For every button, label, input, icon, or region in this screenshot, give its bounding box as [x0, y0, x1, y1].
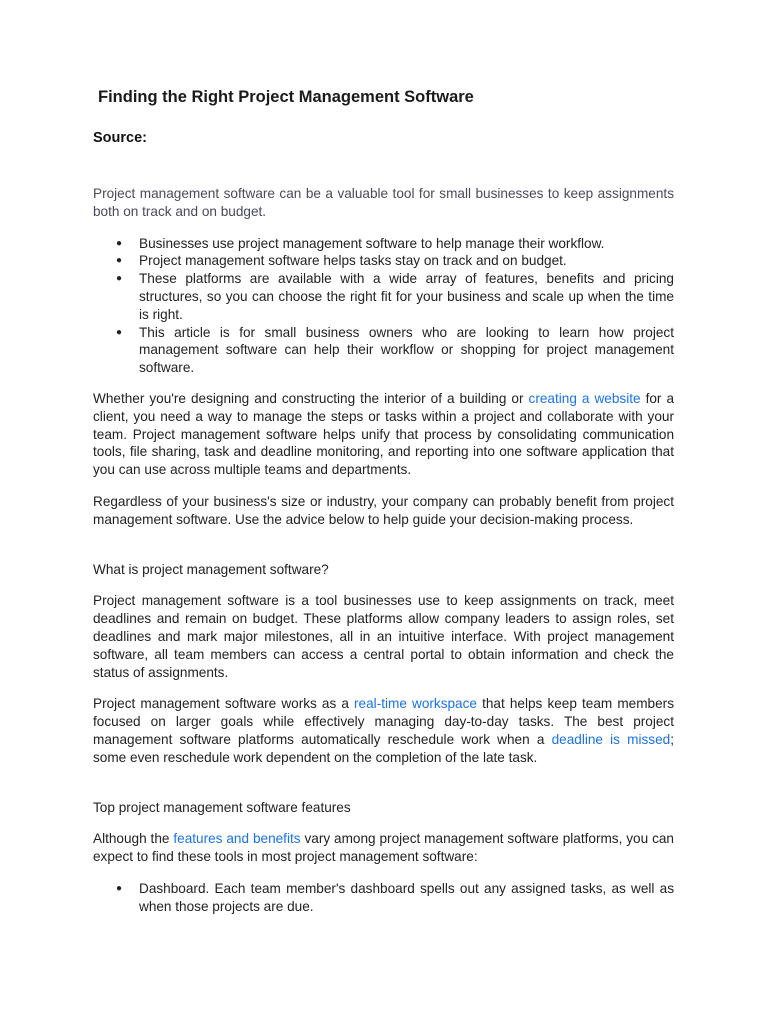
list-item: ● These platforms are available with a wide array of features, benefits and pricing structures, so you can choose the right fit for your business and scale up when the time is right.: [139, 270, 674, 323]
list-item: ● Project management software helps tasks stay on track and on budget.: [139, 252, 674, 270]
text-span: for a client, you need a way to manage the steps or tasks within a project and collaborate with your team. Project management software helps unify that process by consolidating communication tools, file sharing, task and deadline monitoring, and reporting into one software application that you can use across multiple teams and departments.: [93, 390, 675, 478]
text-span: Project management software works as a: [93, 696, 355, 712]
features-benefits-link[interactable]: features and benefits: [173, 831, 301, 847]
features-list: [93, 880, 674, 916]
key-points-list: [93, 235, 674, 377]
creating-website-link[interactable]: creating a website: [528, 390, 641, 406]
paragraph-features-intro: [93, 830, 674, 866]
list-item: ● Businesses use project management software to help manage their workflow.: [139, 235, 674, 253]
paragraph-business-size: Regardless of your business's size or industry, your company can probably benefit from project management software. Use the advice below to help guide your decision-making process.: [93, 493, 674, 527]
section-heading-what-is: What is project management software?: [93, 561, 329, 577]
text-span: Whether you're designing and constructing the interior of a building or: [93, 390, 529, 406]
document-title: Finding the Right Project Management Software: [98, 88, 474, 106]
source-label: Source:: [93, 130, 147, 146]
text-span: that helps keep team members focused on larger goals while effectively managing day-to-day tasks. The best project management software platforms automatically reschedule work when a: [93, 696, 674, 747]
section-heading-features: Top project management software features: [93, 799, 351, 815]
intro-paragraph: Project management software can be a valuable tool for small businesses to keep assignments both on track and on budget.: [93, 186, 674, 219]
text-span: Although the: [93, 831, 174, 847]
list-item: ● Dashboard. Each team member's dashboard spells out any assigned tasks, as well as when those projects are due.: [139, 880, 674, 916]
real-time-workspace-link[interactable]: real-time workspace: [354, 696, 477, 712]
list-item: ● This article is for small business owners who are looking to learn how project management software can help their workflow or shopping for project management software.: [139, 324, 674, 377]
paragraph-website: [93, 390, 674, 479]
paragraph-workspace: [93, 695, 674, 766]
text-span: ; some even reschedule work dependent on the completion of the late task.: [93, 731, 674, 765]
deadline-missed-link[interactable]: deadline is missed: [551, 731, 671, 747]
paragraph-definition: Project management software is a tool businesses use to keep assignments on track, meet deadlines and remain on budget. These platforms allow company leaders to assign roles, set deadlines and mark major milestones, all in an intuitive interface. With project management software, all team members can access a central portal to obtain information and check the status of assignments.: [93, 593, 674, 680]
document-page: [93, 86, 674, 916]
text-span: vary among project management software platforms, you can expect to find these tools in most project management software:: [93, 831, 674, 865]
